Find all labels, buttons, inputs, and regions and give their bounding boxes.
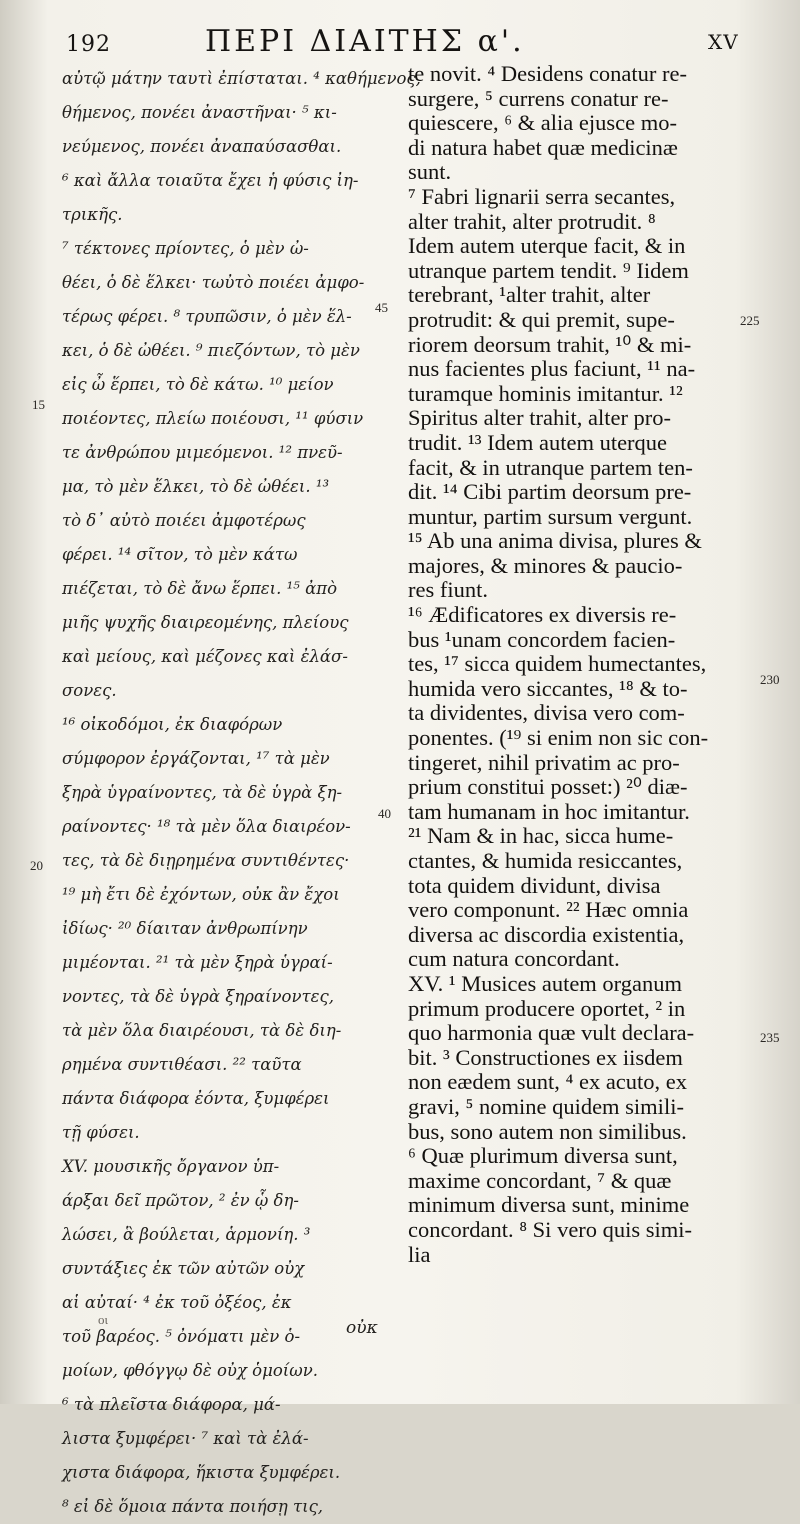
stray-mark: οι [98,1312,108,1327]
latin-text-line: ta dividentes, divisa vero com- [408,700,685,726]
latin-text-line: ²¹ Nam & in hac, sicca hume- [408,823,674,849]
running-title: ΠΕΡΙ ΔΙΑΙΤΗΣ α'. [205,24,525,59]
latin-text-line: lia [408,1241,431,1267]
latin-text-line: ponentes. (¹⁹ si enim non sic con- [408,725,709,751]
latin-text-line: te novit. ⁴ Desidens conatur re- [408,61,688,86]
latin-text-line: cum natura concordant. [408,946,620,972]
greek-text-line: ⁶ καὶ ἄλλα τοιαῦτα ἔχει ἡ φύσις ἰη- [62,171,359,190]
latin-text-line: gravi, ⁵ nomine quidem simili- [408,1093,684,1119]
greek-text-line: τοῦ βαρέος. ⁵ ὀνόματι μὲν ὁ- [62,1327,301,1346]
greek-text-line: τε ἀνθρώπου μιμεόμενοι. ¹² πνεῦ- [62,443,343,462]
latin-text-line: quo harmonia quæ vult declara- [408,1020,695,1046]
latin-text-line: primum producere oportet, ² in [408,995,686,1021]
latin-text-line: XV. ¹ Musices autem organum [408,970,683,996]
catchword: οὐκ [346,1318,378,1338]
latin-text-line: sunt. [408,159,452,185]
latin-text-line: trudit. ¹³ Idem autem uterque [408,429,668,455]
latin-text-line: concordant. ⁸ Si vero quis simi- [408,1216,693,1242]
greek-text-line: μιμέονται. ²¹ τὰ μὲν ξηρὰ ὑγραί- [62,953,333,972]
latin-text-line: turamque hominis imitantur. ¹² [408,380,683,406]
latin-text-line: ctantes, & humida resiccantes, [408,848,683,873]
latin-text-line: Spiritus alter trahit, alter pro- [408,405,672,431]
greek-text-line: άρξαι δεῖ πρῶτον, ² ἐν ᾧ δη- [62,1191,299,1210]
latin-text-line: surgere, ⁵ currens conatur re- [408,85,669,111]
greek-text-line: ραίνοντες· ¹⁸ τὰ μὲν ὅλα διαιρέον- [62,817,351,836]
greek-text-line: νοντες, τὰ δὲ ὑγρὰ ξηραίνοντες, [62,987,334,1006]
greek-text-line: αὐτῷ μάτην ταυτὶ ἐπίσταται. ⁴ καθήμενος, [62,69,421,88]
latin-text-column [408,62,783,1377]
latin-text-line: bus, sono autem non similibus. [408,1118,687,1144]
latin-text-line: quiescere, ⁶ & alia ejusce mo- [408,110,677,136]
latin-text-line: protrudit: & qui premit, supe- [408,306,675,332]
latin-text-line: ⁶ Quæ plurimum diversa sunt, [408,1143,678,1169]
greek-text-line: ⁸ εἰ δὲ ὅμοια πάντα ποιήσῃ τις, [62,1497,324,1516]
latin-text-line: ¹⁶ Ædificatores ex diversis re- [408,602,677,628]
greek-text-line: τῇ φύσει. [62,1123,140,1142]
greek-text-line: ⁷ τέκτονες πρίοντες, ὁ μὲν ὠ- [62,239,309,258]
greek-text-line: τὰ μὲν ὅλα διαιρέουσι, τὰ δὲ διη- [62,1021,342,1040]
latin-text-line: tingeret, nihil privatim ac pro- [408,749,680,775]
greek-text-line: λώσει, ἃ βούλεται, ἁρμονίη. ³ [62,1225,311,1244]
margin-number: 235 [760,1030,780,1045]
greek-text-line: φέρει. ¹⁴ σῖτον, τὸ μὲν κάτω [62,545,298,564]
latin-text-line: diversa ac discordia existentia, [408,921,685,947]
margin-number: 15 [32,397,45,412]
latin-text-line: ⁷ Fabri lignarii serra secantes, [408,183,676,209]
greek-text-line: θήμενος, πονέει ἀναστῆναι· ⁵ κι- [62,103,337,122]
greek-text-line: ποιέοντες, πλείω ποιέουσι, ¹¹ φύσιν [62,409,364,428]
margin-number: 45 [375,300,388,315]
greek-text-line: θέει, ὁ δὲ ἕλκει· τωὐτὸ ποιέει ἀμφο- [62,273,365,292]
margin-number: 225 [740,313,760,328]
greek-text-line: μα, τὸ μὲν ἕλκει, τὸ δὲ ὠθέει. ¹³ [62,477,330,496]
greek-text-line: εἰς ὦ ἕρπει, τὸ δὲ κάτω. ¹⁰ μείον [62,375,334,394]
latin-text-line: alter trahit, alter protrudit. ⁸ [408,208,656,234]
latin-text-line: terebrant, ¹alter trahit, alter [408,282,651,308]
latin-text-line: di natura habet quæ medicinæ [408,134,678,160]
greek-text-line: τέρως φέρει. ⁸ τρυπῶσιν, ὁ μὲν ἕλ- [62,307,352,326]
greek-text-line: λιστα ξυμφέρει· ⁷ καὶ τὰ ἐλά- [62,1429,309,1448]
greek-text-line: χιστα διάφορα, ἥκιστα ξυμφέρει. [62,1463,341,1482]
margin-number: 40 [378,806,391,821]
latin-text-line: Idem autem uterque facit, & in [408,233,686,259]
latin-text-line: ¹⁵ Ab una anima divisa, plures & [408,528,702,554]
latin-text-line: humida vero siccantes, ¹⁸ & to- [408,675,688,701]
greek-text-line: ¹⁹ μὴ ἔτι δὲ ἐχόντων, οὐκ ἂν ἔχοι [62,885,340,904]
latin-text-line: tota quidem dividunt, divisa [408,872,661,898]
greek-text-line: ἰδίως· ²⁰ δίαιταν ἀνθρωπίνην [62,919,308,938]
greek-text-line: ⁶ τὰ πλεῖστα διάφορα, μά- [62,1395,281,1414]
latin-text-line: tes, ¹⁷ sicca quidem humectantes, [408,651,707,677]
latin-text-line: dit. ¹⁴ Cibi partim deorsum pre- [408,479,692,505]
latin-text-line: facit, & in utranque partem ten- [408,454,693,480]
greek-text-line: αἱ αὐταί· ⁴ ἐκ τοῦ ὀξέος, ἐκ [62,1293,292,1312]
section-number: XV [708,30,739,54]
latin-text-line: prium constitui posset:) ²⁰ diæ- [408,774,688,800]
greek-text-line: καὶ μείους, καὶ μέζονες καὶ ἐλάσ- [62,647,348,666]
greek-text-line: τρικῆς. [62,205,123,224]
greek-text-line: XV. μουσικῆς ὄργανον ὑπ- [62,1157,280,1176]
greek-text-line: κει, ὁ δὲ ὠθέει. ⁹ πιεζόντων, τὸ μὲν [62,341,360,360]
greek-text-line: μοίων, φθόγγῳ δὲ οὐχ ὁμοίων. [62,1361,318,1380]
latin-text-line: minimum diversa sunt, minime [408,1192,690,1218]
latin-text-line: muntur, partim sursum vergunt. [408,503,693,529]
greek-text-line: σονες. [62,681,117,700]
greek-text-line: μιῆς ψυχῆς διαιρεομένης, πλείους [62,613,349,632]
greek-text-line: νεύμενος, πονέει ἀναπαύσασθαι. [62,137,342,156]
margin-number: 20 [30,858,43,873]
latin-text-line: bus ¹unam concordem facien- [408,626,676,652]
greek-text-line: τὸ δ᾽ αὐτὸ ποιέει ἀμφοτέρως [62,511,306,530]
greek-text-line: σύμφορον ἐργάζονται, ¹⁷ τὰ μὲν [62,749,330,768]
latin-text-line: res fiunt. [408,577,488,603]
latin-text-line: utranque partem tendit. ⁹ Iidem [408,257,689,283]
latin-text-line: tam humanam in hoc imitantur. [408,798,690,824]
latin-text-line: nus facientes plus faciunt, ¹¹ na- [408,356,696,382]
page-number: 192 [66,32,111,57]
latin-text-line: majores, & minores & paucio- [408,552,683,578]
margin-number: 230 [760,672,780,687]
greek-text-line: τες, τὰ δὲ διῃρημένα συντιθέντες· [62,851,350,870]
greek-text-line: πάντα διάφορα ἐόντα, ξυμφέρει [62,1089,330,1108]
greek-text-line: πιέζεται, τὸ δὲ ἄνω ἕρπει. ¹⁵ ἀπὸ [62,579,338,598]
latin-text-line: bit. ³ Constructiones ex iisdem [408,1044,683,1070]
greek-text-line: συντάξιες ἐκ τῶν αὐτῶν οὐχ [62,1259,305,1278]
greek-text-line: ρημένα συντιθέασι. ²² ταῦτα [62,1055,302,1074]
latin-text-line: riorem deorsum trahit, ¹⁰ & mi- [408,331,692,357]
latin-text-line: non eædem sunt, ⁴ ex acuto, ex [408,1069,688,1095]
greek-text-line: ξηρὰ ὑγραίνοντες, τὰ δὲ ὑγρὰ ξη- [62,783,343,802]
latin-text-line: maxime concordant, ⁷ & quæ [408,1167,672,1193]
greek-text-line: ¹⁶ οἰκοδόμοι, ἐκ διαφόρων [62,715,283,734]
latin-text-line: vero componunt. ²² Hæc omnia [408,897,689,923]
